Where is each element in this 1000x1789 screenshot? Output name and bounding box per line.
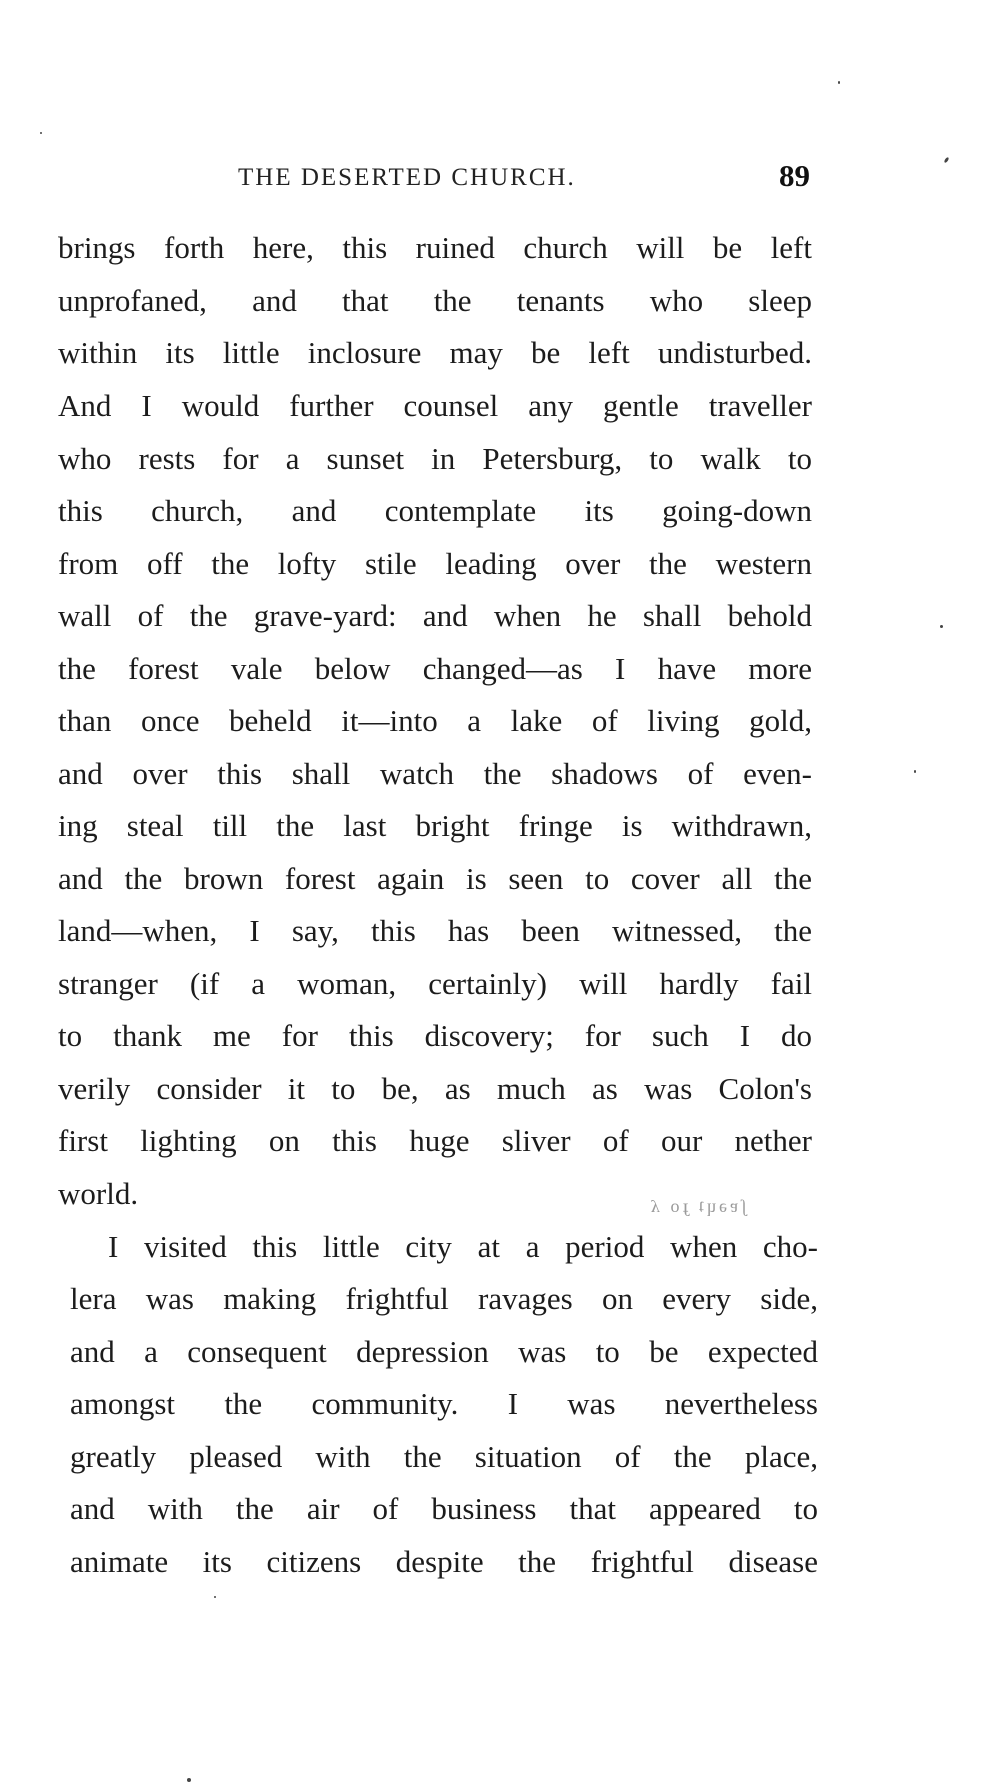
ink-speck — [40, 132, 42, 134]
text-line: within its little inclosure may be left undisturbed. — [58, 335, 812, 370]
text-line: ing steal till the last bright fringe is withdrawn, — [58, 808, 812, 843]
text-line: verily consider it to be, as much as was Colon's — [58, 1071, 812, 1106]
text-line: brings forth here, this ruined church will be left — [58, 230, 812, 265]
text-line: and with the air of business that appeared to — [70, 1491, 818, 1526]
text-line: unprofaned, and that the tenants who sleep — [58, 283, 812, 318]
text-line: than once beheld it—into a lake of living gold, — [58, 703, 812, 738]
text-line: and the brown forest again is seen to cover all the — [58, 861, 812, 896]
text-line: stranger (if a woman, certainly) will hardly fail — [58, 966, 812, 1001]
ink-speck — [940, 625, 943, 628]
ink-speck — [914, 770, 916, 773]
ink-speck — [944, 157, 950, 164]
text-line: land—when, I say, this has been witnessed, the — [58, 913, 812, 948]
page-header — [60, 160, 810, 200]
text-line: animate its citizens despite the frightful disease — [70, 1544, 818, 1579]
page-number: 89 — [779, 158, 810, 193]
text-line: and over this shall watch the shadows of even- — [58, 756, 812, 791]
text-line: from off the lofty stile leading over the western — [58, 546, 812, 581]
ink-speck — [838, 81, 840, 84]
text-line: greatly pleased with the situation of the place, — [70, 1439, 818, 1474]
text-line: to thank me for this discovery; for such I do — [58, 1018, 812, 1053]
text-line: I visited this little city at a period when cho- — [108, 1229, 818, 1264]
text-line: wall of the grave-yard: and when he shall behold — [58, 598, 812, 633]
bleed-through-text: ʃɐǝɥʇ ɟo ʎ — [648, 1196, 747, 1216]
text-line: world. — [58, 1176, 139, 1211]
text-line: the forest vale below changed—as I have more — [58, 651, 812, 686]
text-line: first lighting on this huge sliver of our nether — [58, 1123, 812, 1158]
ink-speck — [187, 1778, 191, 1782]
text-line: and a consequent depression was to be expected — [70, 1334, 818, 1369]
ink-speck — [214, 1596, 216, 1598]
running-head: THE DESERTED CHURCH. — [238, 164, 576, 191]
text-line: who rests for a sunset in Petersburg, to walk to — [58, 441, 812, 476]
text-line: And I would further counsel any gentle traveller — [58, 388, 812, 423]
text-line: lera was making frightful ravages on every side, — [70, 1281, 818, 1316]
text-line: this church, and contemplate its going-down — [58, 493, 812, 528]
text-line: amongst the community. I was nevertheless — [70, 1386, 818, 1421]
